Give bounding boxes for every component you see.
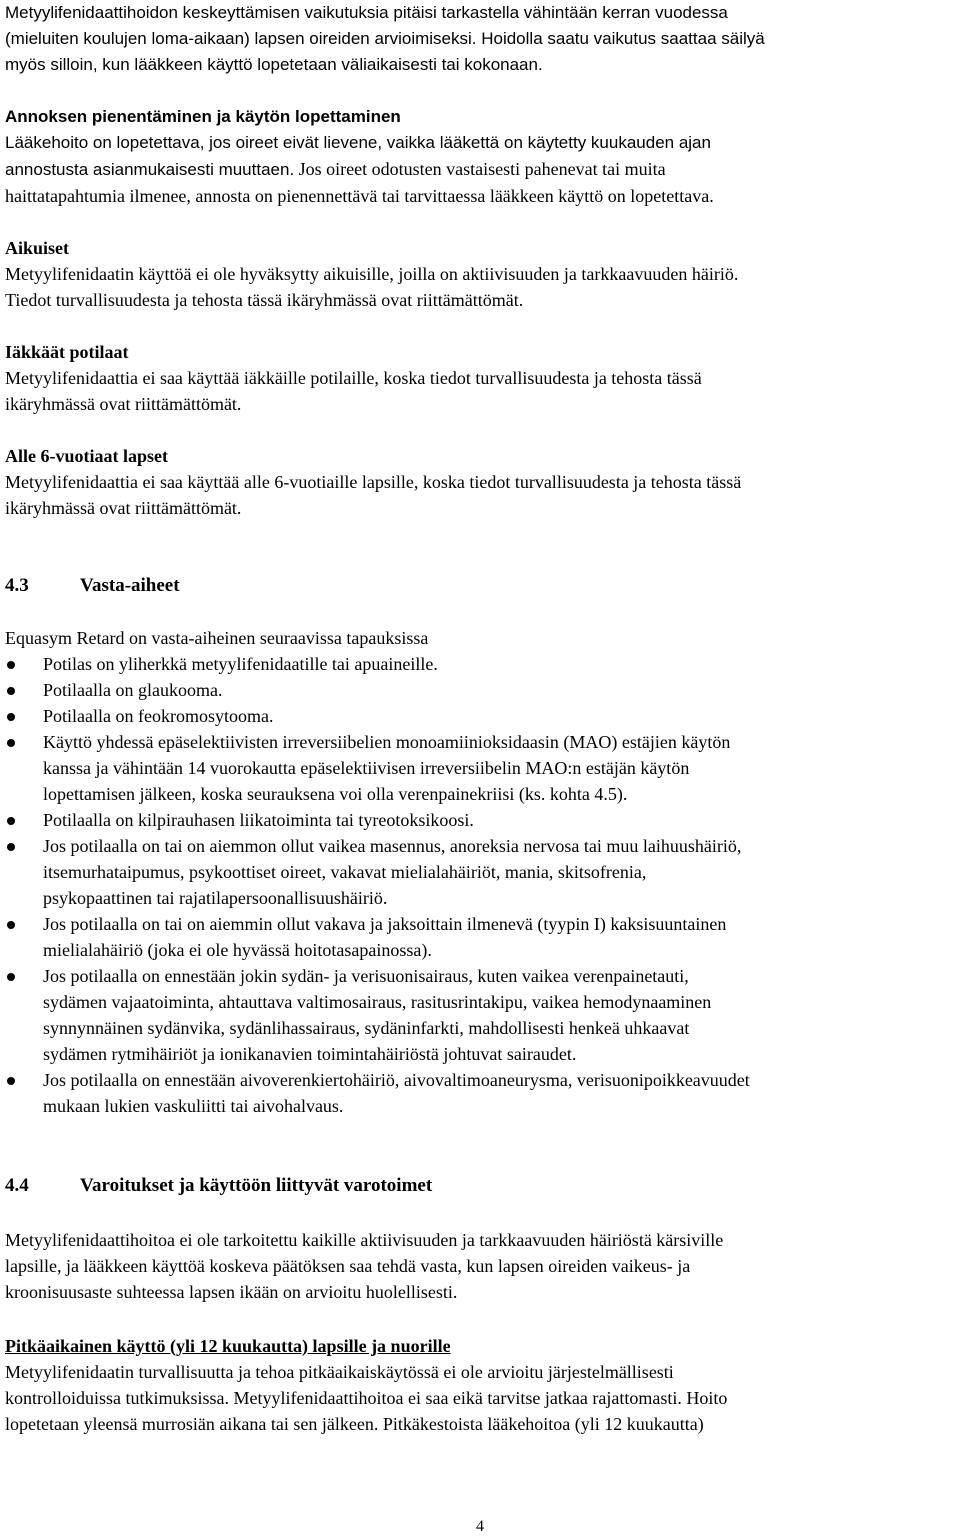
contraindications-list	[5, 651, 955, 1119]
dose-reduction-heading: Annoksen pienentäminen ja käytön lopettaminen	[5, 107, 401, 126]
section-4-4-heading	[5, 1173, 955, 1199]
adults-heading: Aikuiset	[5, 238, 70, 258]
bullet-icon	[7, 921, 15, 929]
dose-reduction-section	[5, 104, 955, 209]
dose-reduction-line: haittatapahtumia ilmenee, annosta on pienennettävä tai tarvittaessa lääkkeen käyttö on lopetettava.	[5, 186, 714, 206]
intro-line: (mieluiten koulujen loma-aikaan) lapsen oireiden arvioimiseksi. Hoidolla saatu vaikutus saattaa säilyä	[5, 29, 765, 48]
long-term-heading: Pitkäaikainen käyttö (yli 12 kuukautta) lapsille ja nuorille	[5, 1336, 451, 1356]
intro-line: Metyylifenidaattihoidon keskeyttämisen vaikutuksia pitäisi tarkastella vähintään kerran vuodessa	[5, 3, 728, 22]
dose-reduction-line-a: annostusta asianmukaisesti muuttaen.	[5, 160, 295, 179]
under6-line: ikäryhmässä ovat riittämättömät.	[5, 498, 242, 518]
document-page	[5, 0, 955, 1437]
bullet-icon	[7, 687, 15, 695]
adults-line: Metyylifenidaatin käyttöä ei ole hyväksytty aikuisille, joilla on aktiivisuuden ja tarkkaavuuden häiriö.	[5, 264, 739, 284]
under6-heading: Alle 6-vuotiaat lapset	[5, 446, 168, 466]
list-item: Jos potilaalla on tai on aiemmin ollut vakava ja jaksoittain ilmenevä (tyypin I) kaksisuuntainen mielialahäiriö (joka ei ole hyvässä hoitotasapainossa).	[5, 911, 955, 963]
bullet-icon	[7, 1077, 15, 1085]
adults-section	[5, 235, 955, 313]
long-term-section	[5, 1333, 955, 1437]
under6-line: Metyylifenidaattia ei saa käyttää alle 6-vuotiaille lapsille, koska tiedot turvallisuudesta ja tehosta tässä	[5, 472, 742, 492]
section-title: Vasta-aiheet	[80, 575, 180, 596]
section-number: 4.4	[5, 1175, 29, 1196]
contraindications-lead: Equasym Retard on vasta-aiheinen seuraavissa tapauksissa	[5, 628, 429, 648]
list-item: Potilas on yliherkkä metyylifenidaatille tai apuaineille.	[5, 651, 955, 677]
section-number: 4.3	[5, 575, 29, 596]
page-number: 4	[476, 1518, 484, 1535]
warnings-line: kroonisuusaste suhteessa lapsen ikään on arvioitu huolellisesti.	[5, 1282, 458, 1302]
section-title: Varoitukset ja käyttöön liittyvät varotoimet	[80, 1175, 433, 1196]
long-term-line: lopetetaan yleensä murrosiän aikana tai sen jälkeen. Pitkäkestoista lääkehoitoa (yli 12 kuukautta)	[5, 1414, 704, 1434]
long-term-line: kontrolloiduissa tutkimuksissa. Metyylifenidaattihoitoa ei saa eikä tarvitse jatkaa rajattomasti. Hoito	[5, 1388, 728, 1408]
bullet-icon	[7, 661, 15, 669]
elderly-line: ikäryhmässä ovat riittämättömät.	[5, 394, 242, 414]
under6-section	[5, 443, 955, 521]
long-term-line: Metyylifenidaatin turvallisuutta ja tehoa pitkäaikaiskäytössä ei ole arvioitu järjestelmällisesti	[5, 1362, 674, 1382]
warnings-line: lapsille, ja lääkkeen käyttöä koskeva päätöksen saa tehdä vasta, kun lapsen oireiden vaikeus- ja	[5, 1256, 691, 1276]
list-item: Potilaalla on kilpirauhasen liikatoiminta tai tyreotoksikoosi.	[5, 807, 955, 833]
bullet-icon	[7, 973, 15, 981]
bullet-icon	[7, 713, 15, 721]
list-item: Jos potilaalla on ennestään jokin sydän- ja verisuonisairaus, kuten vaikea verenpainetauti, sydämen vajaatoiminta, ahtauttava valtimosairaus, rasitusrintakipu, vaikea hemodynaaminen synnynnäinen sydänvika, sydänlihassairaus, sydäninfarkti, mahdollisesti henkeä uhkaavat sydämen rytmihäiriöt ja ionikanavien toimintahäiriöstä johtuvat sairaudet.	[5, 963, 955, 1067]
elderly-line: Metyylifenidaattia ei saa käyttää iäkkäille potilaille, koska tiedot turvallisuudesta ja tehosta tässä	[5, 368, 702, 388]
elderly-section	[5, 339, 955, 417]
dose-reduction-line	[5, 156, 955, 183]
list-item: Potilaalla on feokromosytooma.	[5, 703, 955, 729]
section-4-4	[5, 1173, 955, 1305]
warnings-line: Metyylifenidaattihoitoa ei ole tarkoitettu kaikille aktiivisuuden ja tarkkaavuuden häiriöstä kärsiville	[5, 1230, 724, 1250]
bullet-icon	[7, 843, 15, 851]
list-item: Potilaalla on glaukooma.	[5, 677, 955, 703]
list-item: Jos potilaalla on tai on aiemmon ollut vaikea masennus, anoreksia nervosa tai muu laihuushäiriö, itsemurhataipumus, psykoottiset oireet, vakavat mielialahäiriöt, mania, skitsofrenia, psykopaattinen tai rajatilapersoonallisuushäiriö.	[5, 833, 955, 911]
elderly-heading: Iäkkäät potilaat	[5, 342, 129, 362]
section-4-3-heading	[5, 573, 955, 599]
dose-reduction-line-b: Jos oireet odotusten vastaisesti pahenevat tai muita	[294, 159, 666, 179]
section-4-3	[5, 573, 955, 1119]
warnings-paragraph	[5, 1227, 955, 1305]
adults-line: Tiedot turvallisuudesta ja tehosta tässä ikäryhmässä ovat riittämättömät.	[5, 290, 524, 310]
bullet-icon	[7, 739, 15, 747]
list-item: Käyttö yhdessä epäselektiivisten irreversiibelien monoamiinioksidaasin (MAO) estäjien käytön kanssa ja vähintään 14 vuorokautta epäselektiivisen irreversiibelin MAO:n estäjän käytön lopettamisen jälkeen, koska seurauksena voi olla verenpainekriisi (ks. kohta 4.5).	[5, 729, 955, 807]
intro-paragraph	[5, 0, 955, 78]
bullet-icon	[7, 817, 15, 825]
intro-line: myös silloin, kun lääkkeen käyttö lopetetaan väliaikaisesti tai kokonaan.	[5, 55, 543, 74]
dose-reduction-line: Lääkehoito on lopetettava, jos oireet eivät lievene, vaikka lääkettä on käytetty kuukauden ajan	[5, 133, 711, 152]
list-item: Jos potilaalla on ennestään aivoverenkiertohäiriö, aivovaltimoaneurysma, verisuonipoikkeavuudet mukaan lukien vaskuliitti tai aivohalvaus.	[5, 1067, 955, 1119]
